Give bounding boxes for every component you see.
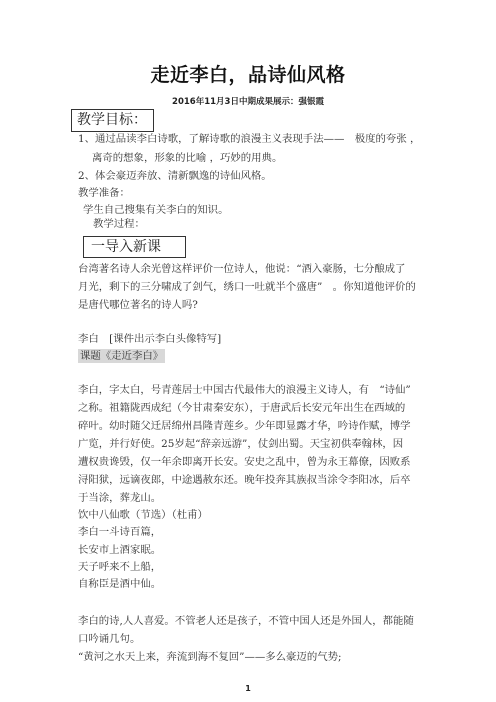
section-1-heading: 一导入新课 [83, 236, 186, 258]
intro-line-2: 月光，剩下的三分啸成了剑气，绣口一吐就半个盛唐” 。你知道他评价的 [78, 281, 416, 293]
poem-line-1: 李白一斗诗百篇， [78, 526, 162, 538]
poem-title: 饮中八仙歌（节选）（杜甫） [78, 509, 208, 521]
bio-line-5: 遭权贵谗毁，仅一年余即离开长安。安史之乱中，曾为永王幕僚，因败系 [78, 456, 411, 468]
answer-line: 李白 [课件出示李白头像特写] [78, 333, 222, 345]
closing-line-2: 口吟诵几句。 [78, 633, 141, 645]
page-number: 1 [245, 684, 251, 693]
intro-line-3: 是唐代哪位著名的诗人吗? [78, 299, 198, 311]
lesson-title-highlight: 课题《走近李白》 [80, 350, 164, 362]
intro-line-1: 台湾著名诗人余光曾这样评价一位诗人，他说：“酒入豪肠，七分酿成了 [78, 263, 406, 275]
closing-line-3: “黄河之水天上来，奔流到海不复回”——多么豪迈的气势; [78, 651, 342, 663]
lesson-title-line [78, 349, 165, 363]
prep-heading: 教学准备： [78, 187, 130, 199]
poem-line-2: 长安市上酒家眠。 [78, 544, 162, 556]
goal-1-line-2: 离奇的想象，形象的比喻 ，巧妙的用典。 [92, 152, 283, 164]
closing-line-1: 李白的诗,人人喜爱。不管老人还是孩子，不管中国人还是外国人，都能随 [78, 615, 414, 627]
document-title: 走近李白，品诗仙风格 [150, 64, 346, 86]
bio-line-4: 广览，并行好使。25岁起“辞亲远游”，仗剑出蜀。天宝初供奉翰林，因 [78, 438, 404, 450]
goal-2: 2、体会豪迈奔放、清新飘逸的诗仙风格。 [78, 170, 272, 182]
bio-line-6: 浔阳狱，远谪夜郎，中途遇赦东还。晚年投奔其族叔当涂令李阳冰，后卒 [78, 474, 411, 486]
document-subtitle: 2016年11月3日中期成果展示：强银霞 [172, 97, 324, 107]
poem-line-3: 天子呼来不上船， [78, 561, 162, 573]
bio-line-2: 之称。祖籍陇西成纪（今甘肃秦安东），于唐武后长安元年出生在西域的 [78, 402, 406, 414]
prep-text: 学生自己搜集有关李白的知识。 [83, 204, 229, 216]
goals-heading: 教学目标： [71, 109, 154, 132]
bio-line-1: 李白，字太白，号青莲居士中国古代最伟大的浪漫主义诗人，有 “诗仙” [78, 384, 411, 396]
poem-line-4: 自称臣是酒中仙。 [78, 578, 162, 590]
goal-1-line-1: 1、通过品读李白诗歌，了解诗歌的浪漫主义表现手法—— 极度的夸张 ， [78, 133, 421, 145]
bio-line-3: 碎叶。幼时随父迁居绵州昌隆青莲乡。少年即显露才华，吟诗作赋，博学 [78, 420, 411, 432]
process-heading: 教学过程： [93, 218, 145, 230]
bio-line-7: 于当涂，葬龙山。 [78, 492, 162, 504]
